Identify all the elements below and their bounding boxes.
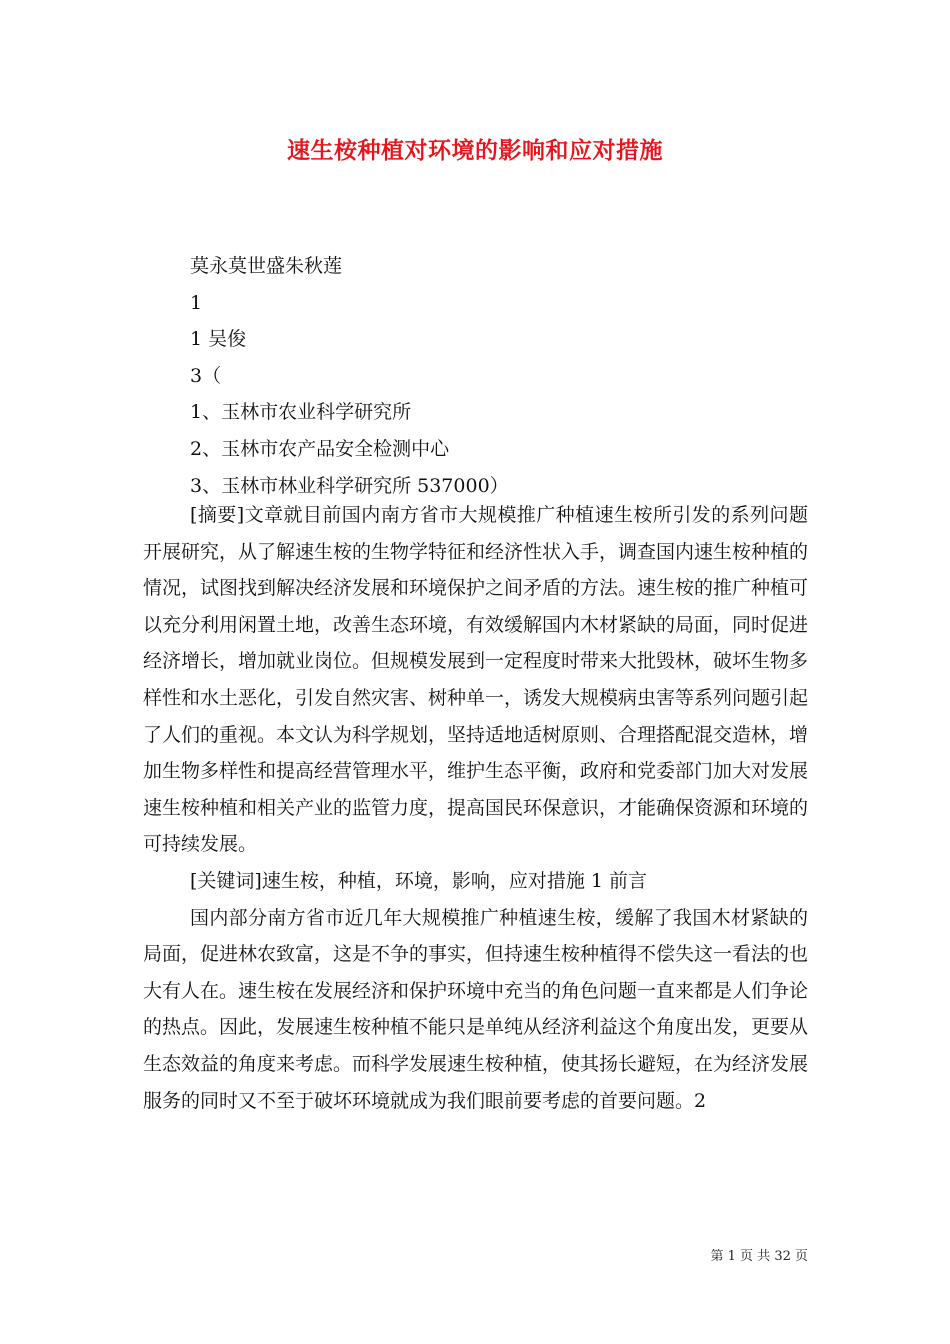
introduction-paragraph: 国内部分南方省市近几年大规模推广种植速生桉，缓解了我国木材紧缺的局面，促进林农致富，这是不争的事实，但持速生桉种植得不偿失这一看法的也大有人在。速生桉在发展经济和保护环境中充当的角色问题一直来都是人们争论的热点。因此，发展速生桉种植不能只是单纯从经济利益这个角度出发，更要从生态效益的角度来考虑。而科学发展速生桉种植，使其扬长避短，在为经济发展服务的同时又不至于破坏环境就成为我们眼前要考虑的首要问题。2 bbox=[143, 906, 809, 1112]
document-body bbox=[143, 497, 808, 1119]
document-title: 速生桉种植对环境的影响和应对措施 bbox=[287, 137, 663, 164]
author-names: 莫永莫世盛朱秋莲 bbox=[190, 255, 343, 277]
page-number-footer: 第 1 页 共 32 页 bbox=[710, 1249, 808, 1264]
abstract-paragraph: [摘要]文章就目前国内南方省市大规模推广种植速生桉所引发的系列问题开展研究，从了解速生桉的生物学特征和经济性状入手，调查国内速生桉种植的情况，试图找到解决经济发展和环境保护之间矛盾的方法。速生桉的推广种植可以充分利用闲置土地，改善生态环境，有效缓解国内木材紧缺的局面，同时促进经济增长，增加就业岗位。但规模发展到一定程度时带来大批毁林，破坏生物多样性和水土恶化，引发自然灾害、树种单一，诱发大规模病虫害等系列问题引起了人们的重视。本文认为科学规划，坚持适地适树原则、合理搭配混交造林，增加生物多样性和提高经营管理水平，维护生态平衡，政府和党委部门加大对发展速生桉种植和相关产业的监管力度，提高国民环保意识，才能确保资源和环境的可持续发展。 bbox=[143, 504, 809, 856]
author-superscript-1: 1 bbox=[190, 291, 203, 314]
affiliation-1: 1、玉林市农业科学研究所 bbox=[190, 401, 412, 424]
keywords-paragraph: [关键词]速生桉，种植，环境，影响，应对措施 1 前言 bbox=[190, 869, 647, 892]
author-wu-jun: 1 吴俊 bbox=[190, 328, 247, 351]
affiliation-3: 3、玉林市林业科学研究所 537000） bbox=[190, 474, 509, 497]
affiliation-2: 2、玉林市农产品安全检测中心 bbox=[190, 437, 450, 460]
author-superscript-3: 3（ bbox=[190, 364, 222, 387]
author-affiliation-block bbox=[190, 248, 810, 504]
